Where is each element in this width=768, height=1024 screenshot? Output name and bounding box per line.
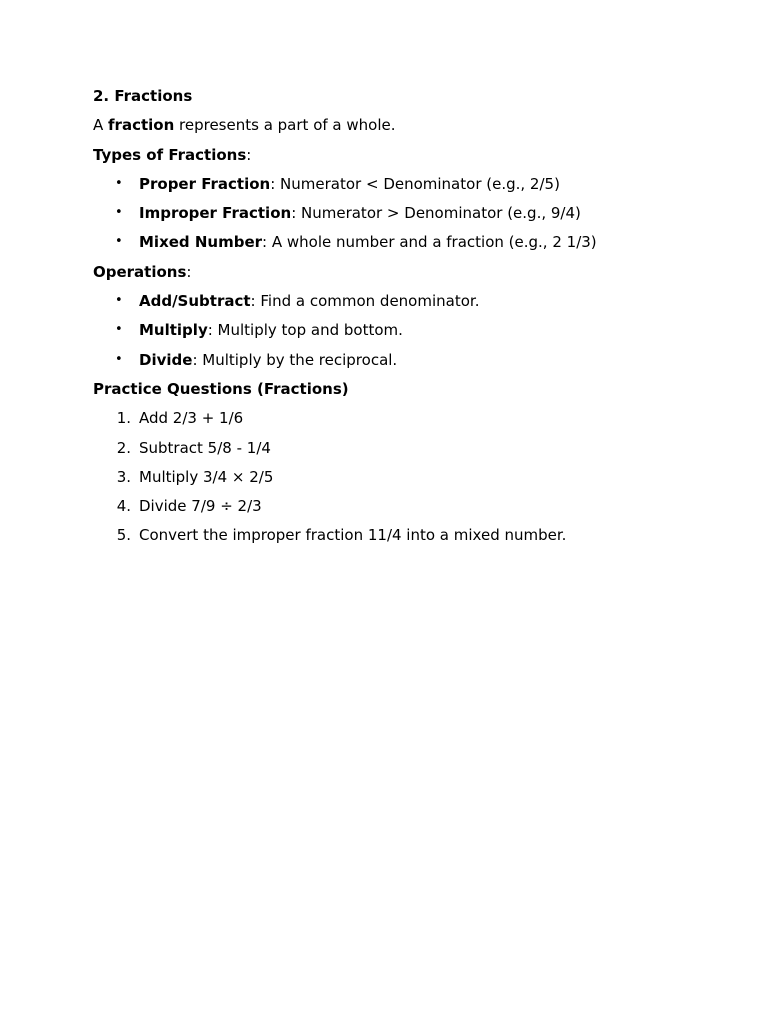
practice-list [93, 407, 733, 553]
operations-heading-line [93, 261, 733, 290]
list-item-term: Mixed Number [139, 233, 263, 252]
list-item [93, 437, 733, 466]
list-item [93, 173, 733, 202]
definition-paragraph [93, 114, 733, 143]
bullet-icon: • [115, 205, 123, 221]
list-item [93, 407, 733, 436]
list-item-text: : A whole number and a fraction (e.g., 2 1/3) [262, 233, 597, 252]
list-item-text: Add 2/3 + 1/6 [139, 409, 244, 428]
list-item-number: 4. [116, 497, 131, 516]
list-item-text: : Multiply top and bottom. [207, 321, 403, 340]
operations-heading-colon: : [186, 262, 192, 281]
list-item-term: Divide [139, 350, 193, 369]
types-heading: Types of Fractions [93, 145, 247, 164]
list-item-term: Proper Fraction [139, 174, 271, 193]
list-item-number: 1. [116, 409, 131, 428]
list-item-number: 2. [116, 438, 131, 457]
bullet-icon: • [115, 322, 123, 338]
types-list [93, 173, 733, 261]
definition-term: fraction [108, 116, 175, 135]
bullet-icon: • [115, 175, 123, 191]
list-item [93, 466, 733, 495]
list-item-term: Multiply [139, 321, 208, 340]
document-content [93, 85, 733, 554]
list-item-term: Improper Fraction [139, 204, 292, 223]
list-item-text: : Find a common denominator. [250, 292, 480, 311]
bullet-icon: • [115, 351, 123, 367]
definition-suffix: represents a part of a whole. [174, 116, 396, 135]
types-heading-colon: : [246, 145, 252, 164]
list-item-number: 5. [116, 526, 131, 545]
list-item-text: : Multiply by the reciprocal. [192, 350, 398, 369]
list-item-text: : Numerator < Denominator (e.g., 2/5) [270, 174, 560, 193]
list-item-text: Multiply 3/4 × 2/5 [139, 467, 274, 486]
list-item [93, 319, 733, 348]
bullet-icon: • [115, 293, 123, 309]
list-item [93, 349, 733, 378]
bullet-icon: • [115, 234, 123, 250]
operations-heading: Operations [93, 262, 187, 281]
list-item [93, 495, 733, 524]
practice-heading: Practice Questions (Fractions) [93, 379, 349, 398]
section-title: 2. Fractions [93, 87, 193, 105]
list-item-text: Convert the improper fraction 11/4 into a mixed number. [139, 526, 567, 545]
definition-prefix: A [93, 116, 109, 135]
list-item-text: Divide 7/9 ÷ 2/3 [139, 497, 262, 516]
operations-list [93, 290, 733, 378]
types-heading-line [93, 144, 733, 173]
list-item-text: Subtract 5/8 - 1/4 [139, 438, 271, 457]
list-item [93, 290, 733, 319]
list-item-text: : Numerator > Denominator (e.g., 9/4) [291, 204, 581, 223]
list-item-term: Add/Subtract [139, 292, 251, 311]
list-item [93, 231, 733, 260]
list-item [93, 524, 733, 553]
list-item [93, 202, 733, 231]
list-item-number: 3. [116, 467, 131, 486]
